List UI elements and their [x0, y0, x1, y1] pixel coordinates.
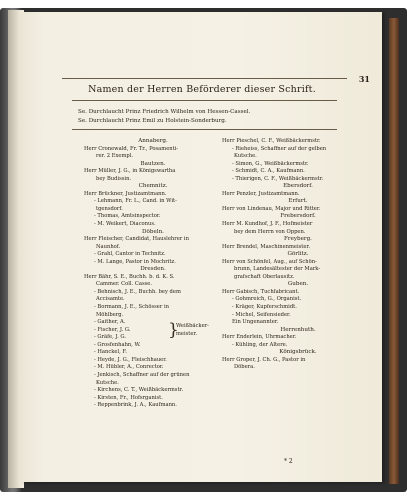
place-heading: Annaberg. [138, 138, 168, 144]
place-heading: Frebersdorf. [280, 213, 316, 220]
patron-line: - Reppenbrink, J. A., Kaufmann. [94, 402, 177, 409]
patron-line: Herr Fleischer, Candidat, Hauslehrer in [84, 236, 189, 243]
patron-line: - Heyde, J. G., Fleischhauer. [94, 356, 167, 363]
patron-line: Herr von Lindenau, Major und Ritter. [222, 205, 321, 212]
patron-line: - Rieheiss, Schaffner auf der gelben [232, 145, 327, 152]
cover-edge [389, 18, 399, 484]
right-column [222, 138, 374, 372]
brace-label-line: meister. [176, 330, 198, 337]
patron-line: Kutsche. [96, 379, 119, 386]
place-heading: Dresden. [140, 266, 166, 273]
patron-line: Herr Cronewald, Fr. Tr., Posamenti- [84, 145, 179, 152]
place-heading: Freyberg. [284, 236, 312, 243]
patron-line: - Jenkisch, Schaffner auf der grünen [94, 371, 190, 378]
patron-line: Herr Brendel, Maschinenmeister. [222, 243, 310, 250]
brace-group [84, 319, 222, 357]
patron-line: Möhlberg. [96, 311, 124, 318]
patron-line: Accisamte. [96, 296, 125, 303]
place-heading: Bautzen. [140, 160, 166, 167]
patron-line: Herr Penzler, Justizamtmann. [222, 190, 300, 197]
place-heading: Görlitz. [287, 251, 309, 258]
patron-line: bey Budissin. [96, 175, 132, 182]
page-title: Namen der Herren Beförderer dieser Schrift. [88, 84, 316, 95]
brace-label-line: Weißbäcker- [176, 323, 209, 330]
patron-line: - M. Lange, Pastor in Mochritz. [94, 258, 176, 265]
place-heading: Herrenhuth. [280, 326, 316, 333]
signature-mark: * 2 [284, 458, 293, 465]
title-rule [72, 100, 337, 101]
patron-line: Cammer. Coll. Casse. [96, 281, 152, 288]
patron-line: - Kühling, der Ältere. [232, 341, 288, 348]
book [0, 8, 407, 492]
place-heading: Königsbrück. [279, 349, 317, 356]
patron-line: - Simon, G., Weißbäckermstr. [232, 160, 309, 167]
patron-line: Ein Ungenannter. [232, 319, 279, 326]
top-rule [62, 78, 347, 79]
patron-line: bey dem Herrn von Oppen. [234, 228, 306, 235]
brace-glyph: } [168, 320, 179, 341]
section-rule [72, 129, 337, 130]
patron-line: Herr M. Kundhof, J. F., Hofmeister [222, 221, 313, 228]
patron-line: rer. 2 Exempl. [96, 153, 134, 160]
patron-line: - Gräfe, J. G. [94, 334, 126, 341]
patron-line: Herr Gabisch, Tuchfabricant. [222, 288, 300, 295]
patron-line: - M. Hübler, A., Conrector. [94, 364, 164, 371]
patron-line: - Kirchens, C. T., Weißbäckermstr. [94, 387, 184, 394]
patron-line: - Behnisch, J. E., Buchh. bey dem [94, 288, 181, 295]
patron-line: Döbera. [234, 364, 255, 371]
patron-line: grafschaft Oberlausitz. [234, 273, 295, 280]
patron-line: - Kirsten, Fr., Hofsrganist. [94, 394, 163, 401]
patron-line: - Grahl, Cantor in Technitz. [94, 251, 166, 258]
patron-line: Herr Müller, J. G., in Königswartha [84, 168, 176, 175]
patron-line: - Hanckel, F. [94, 349, 127, 356]
patron-line: - Gaither, A. [94, 319, 126, 326]
dedication-line: Se. Durchlaucht Prinz Emil zu Holstein-Sonderburg. [78, 118, 227, 124]
patron-line: - Bormann, J. E., Schösser in [94, 304, 169, 311]
brace-label [176, 323, 209, 338]
patron-line: - Michel, Seifensieder. [232, 311, 291, 318]
patron-line: brunn, Landesältester der Mark- [234, 266, 321, 273]
patron-line: Naunhof. [96, 243, 121, 250]
patron-line: Herr Enderlein, Uhrmacher. [222, 334, 297, 341]
place-heading: Erfurt. [288, 198, 308, 205]
page-number: 31 [358, 74, 370, 84]
patron-line: Herr Bähr, S. E., Buchh. b. d. K. S. [84, 273, 175, 280]
patron-line: - Fischer, J. G. [94, 326, 131, 333]
patron-line: - Schmidt, C. A., Kaufmann. [232, 168, 305, 175]
patron-line: - Kräger, Kupferschmidt. [232, 304, 297, 311]
patron-line: - M. Weikert, Diaconus. [94, 221, 156, 228]
patron-line: tgensdorf. [96, 205, 123, 212]
patron-line: Herr Brückner, Justizamtmann. [84, 190, 167, 197]
patron-line: Herr Pieschel, C. F., Weißbäckermstr. [222, 138, 321, 144]
place-heading: Döbeln. [142, 228, 164, 235]
patron-line: Herr Groper, J. Ch. G., Pastor in [222, 356, 306, 363]
place-heading: Chemnitz. [138, 183, 168, 190]
patron-line: Herr von Schönfel, Aug., auf Schön- [222, 258, 317, 265]
patron-line: Kutsche. [234, 153, 257, 160]
book-page [22, 12, 382, 482]
patron-line: - Gohmreich, G., Organist. [232, 296, 302, 303]
patron-line: - Grosfenhahn, W. [94, 341, 141, 348]
dedication-lines [78, 108, 328, 126]
patron-line: - Thierigen, C. F., Weißbäckermstr. [232, 175, 324, 182]
place-heading: Guben. [287, 281, 309, 288]
patron-line: - Lehmann, Fr. L., Cand. in Wit- [94, 198, 177, 205]
place-heading: Ebersdorf. [283, 183, 313, 190]
left-column [84, 138, 222, 410]
dedication-line: Se. Durchlaucht Prinz Friedrich Wilhelm von Hessen-Cassel. [78, 109, 251, 115]
patron-line: - Thomas, Amtsinspector. [94, 213, 161, 220]
